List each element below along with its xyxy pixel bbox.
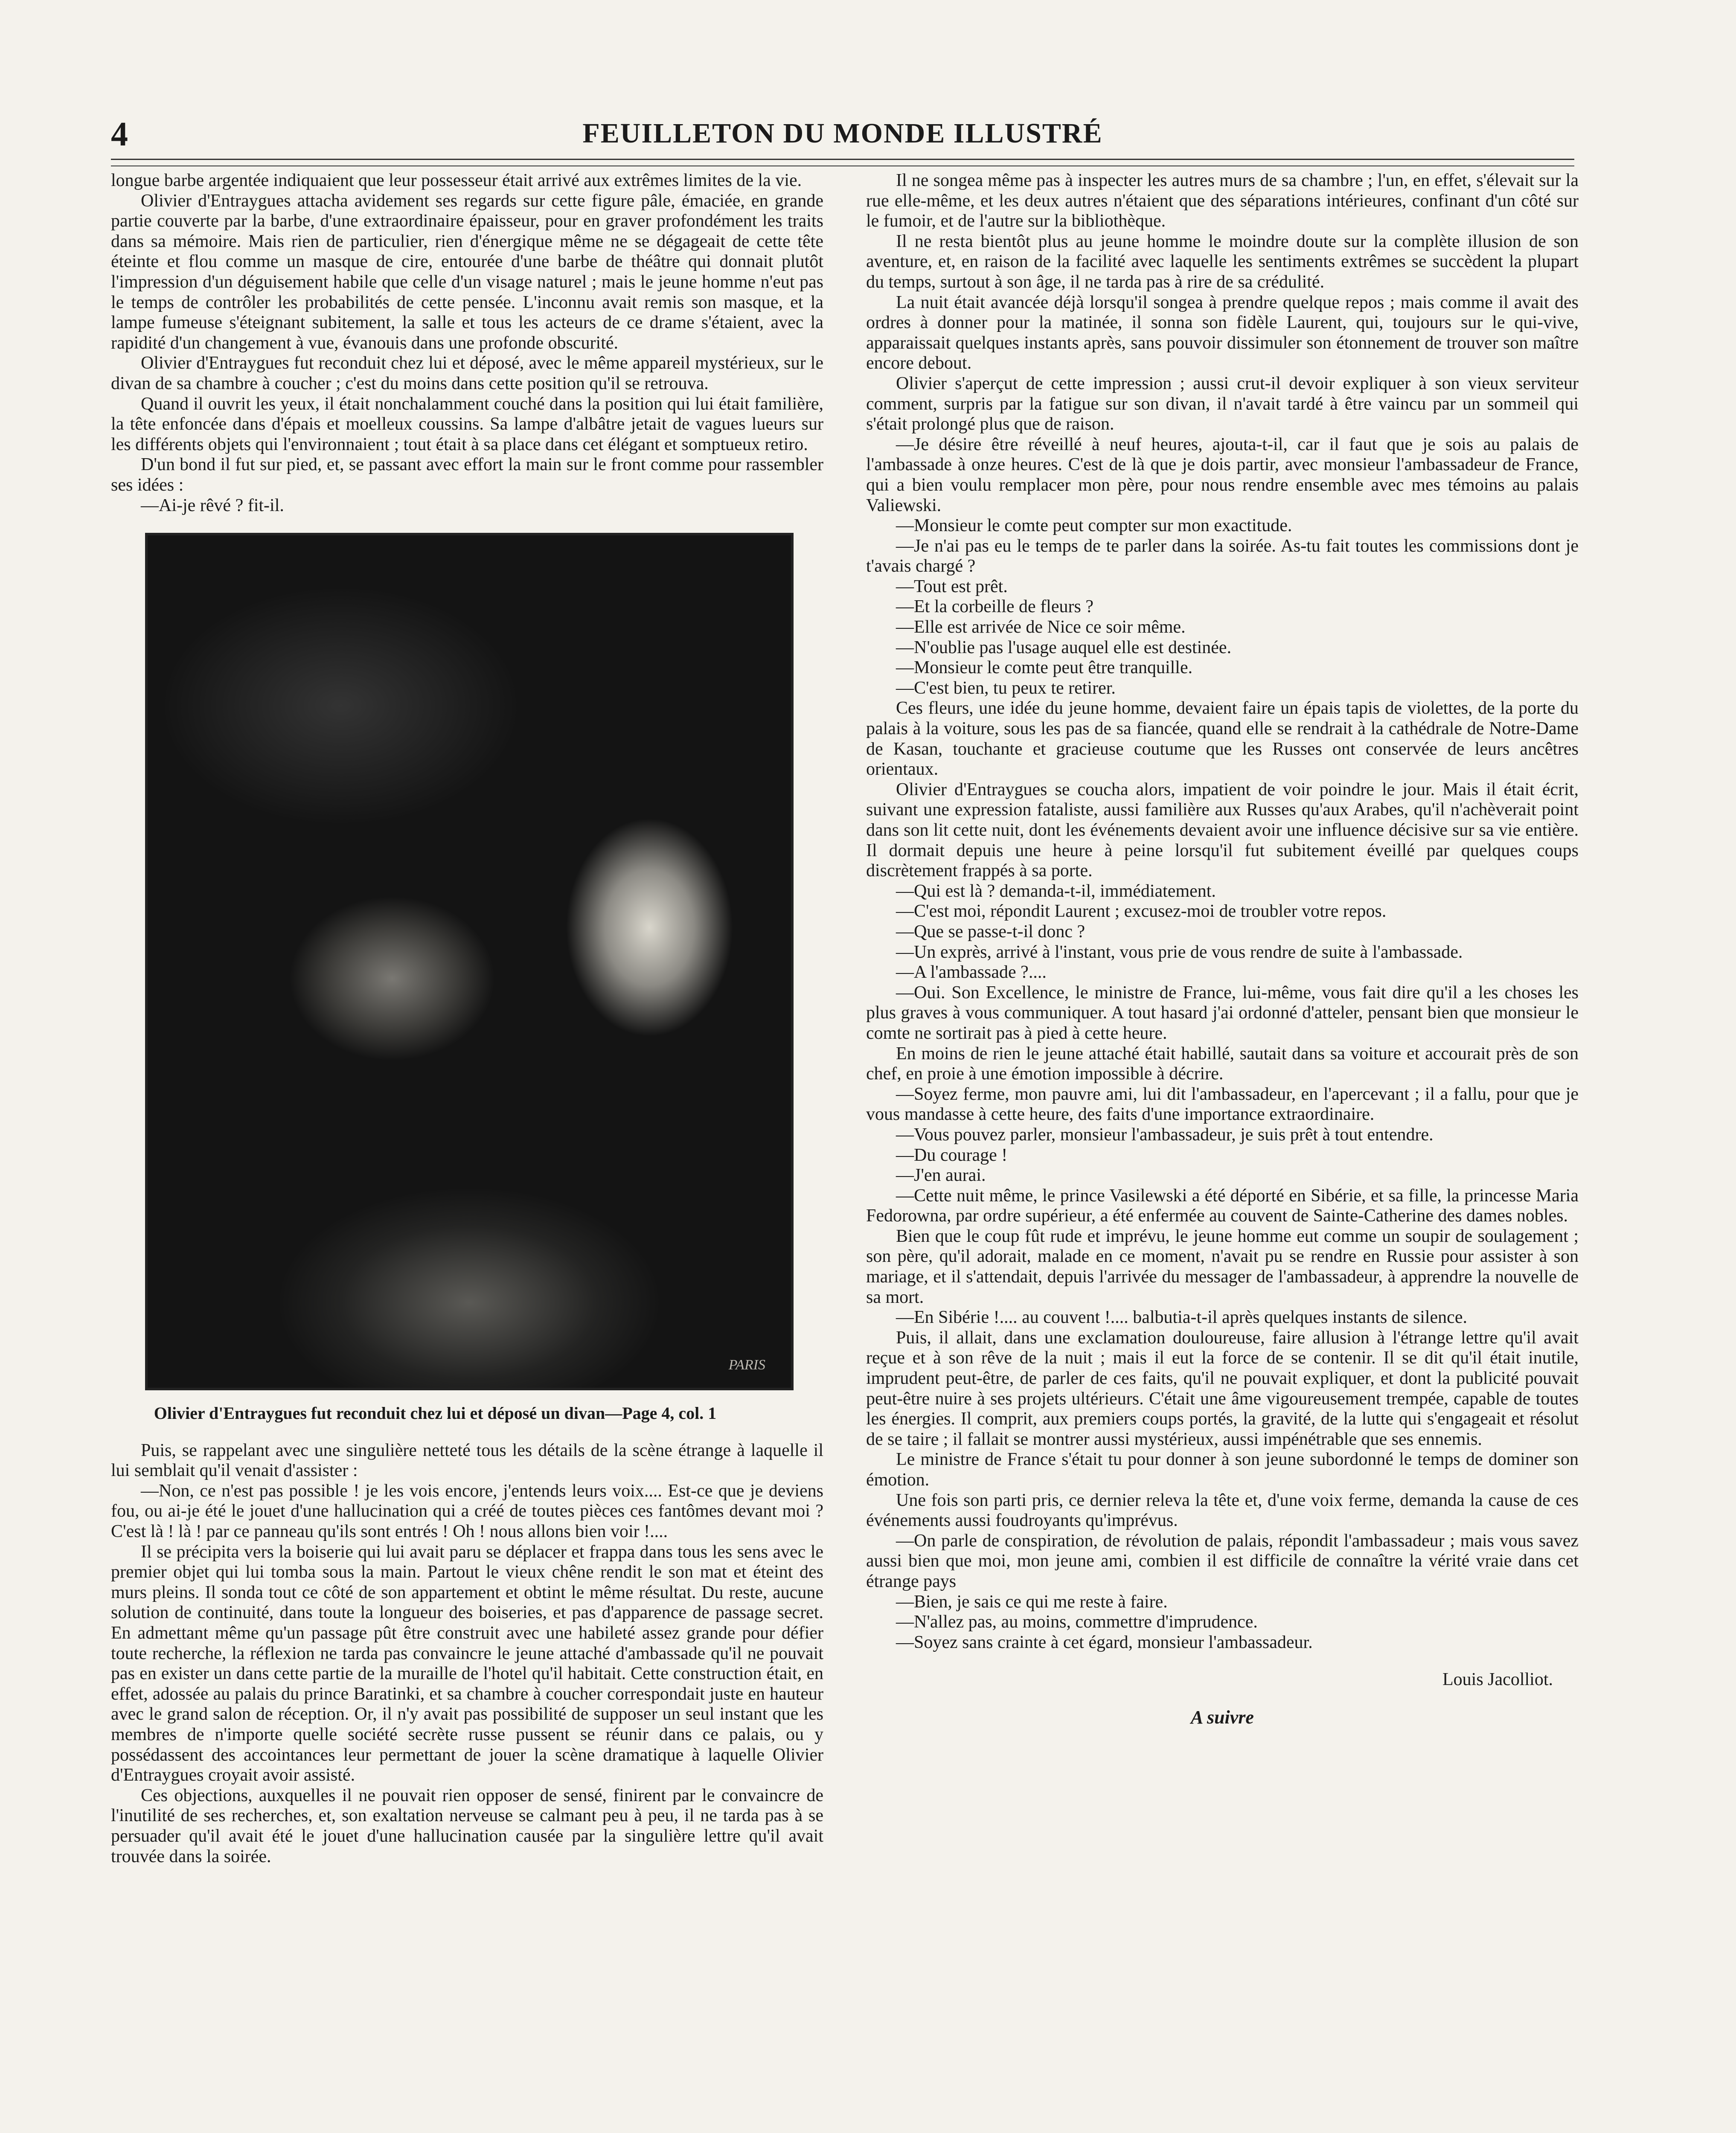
paragraph: —Et la corbeille de fleurs ? xyxy=(896,597,1093,617)
to-be-continued: A suivre xyxy=(1191,1706,1254,1728)
paragraph: —N'oublie pas l'usage auquel elle est destinée. xyxy=(896,637,1232,657)
paragraph: —Un exprès, arrivé à l'instant, vous prie de vous rendre de suite à l'ambassade. xyxy=(896,942,1463,962)
paragraph: En moins de rien le jeune attaché était habillé, sautait dans sa voiture et accourait près de son chef, en proie à une émotion impossible à décrire. xyxy=(866,1043,1579,1084)
paragraph: —Soyez ferme, mon pauvre ami, lui dit l'ambassadeur, en l'apercevant ; il a fallu, pour que je vous mandasse à cette heure, des faits d'une importance extraordinaire. xyxy=(866,1084,1579,1125)
paragraph: —Elle est arrivée de Nice ce soir même. xyxy=(896,617,1186,637)
paragraph: Il se précipita vers la boiserie qui lui avait paru se déplacer et frappa dans tous les sens avec le premier objet qui lui tomba sous la main. Partout le vieux chêne rendit le son mat et éteint des murs pleins. Il sonda tout ce côté de son appartement et obtint le même résultat. Du reste, aucune solution de continuité, dans toute la longueur des boiseries, et pas d'apparence de passage secret. En admettant même qu'un passage pût être construit avec une habileté assez grande pour défier toute recherche, la réflexion ne tarda pas convaincre le jeune attaché d'ambassade qu'il ne pouvait pas en exister un dans cette partie de la muraille de l'hotel qu'il habitait. Cette construction était, en effet, adossée au palais du prince Baratinki, et sa chambre à coucher correspondait juste en hauteur avec le grand salon de réception. Or, il n'y avait pas possibilité de supposer un seul instant que les membres de n'importe quelle société secrète russe pussent se réunir dans ce palais, ou y possédassent des accointances leur permettant de jouer la scène dramatique à laquelle Olivier d'Entraygues croyait avoir assisté. xyxy=(111,1542,823,1785)
paragraph: Ces objections, auxquelles il ne pouvait rien opposer de sensé, finirent par le convaincre de l'inutilité de ses recherches, et, son exaltation nerveuse se calmant peu à peu, il ne tarda pas à se persuader qu'il avait été le jouet d'une hallucination causée par la singulière lettre qu'il avait trouvée dans la soirée. xyxy=(111,1785,823,1866)
illustration-caption: Olivier d'Entraygues fut reconduit chez lui et déposé un divan—Page 4, col. 1 xyxy=(154,1404,717,1423)
paragraph: —C'est bien, tu peux te retirer. xyxy=(896,678,1116,698)
paragraph: Ces fleurs, une idée du jeune homme, devaient faire un épais tapis de violettes, de la porte du palais à la voiture, sous les pas de sa fiancée, quand elle se rendrait à la cathédrale de Notre-Dame de Kasan, touchante et gracieuse coutume que les Russes ont conservée de leurs ancêtres orientaux. xyxy=(866,698,1579,779)
paragraph: Bien que le coup fût rude et imprévu, le jeune homme eut comme un soupir de soulagement ; son père, qu'il adorait, malade en ce moment, n'avait pu se rendre en Russie pour assister à son mariage, et il s'attendait, depuis l'arrivée du messager de l'ambassadeur, à apprendre la nouvelle de sa mort. xyxy=(866,1226,1579,1307)
left-column xyxy=(111,171,823,1867)
paragraph: La nuit était avancée déjà lorsqu'il songea à prendre quelque repos ; mais comme il avait des ordres à donner pour la matinée, il sonna son fidèle Laurent, qui, toujours sur le qui-vive, apparaissait quelques instants après, sans pouvoir dissimuler son étonnement de trouver son maître encore debout. xyxy=(866,292,1579,373)
right-column xyxy=(866,171,1579,1728)
paragraph: —Bien, je sais ce qui me reste à faire. xyxy=(896,1592,1168,1612)
paragraph: longue barbe argentée indiquaient que leur possesseur était arrivé aux extrêmes limites de la vie. xyxy=(111,171,802,190)
paragraph: Puis, se rappelant avec une singulière netteté tous les détails de la scène étrange à laquelle il lui semblait qu'il venait d'assister : xyxy=(111,1440,823,1481)
paragraph: Une fois son parti pris, ce dernier releva la tête et, d'une voix ferme, demanda la cause de ces événements aussi foudroyants qu'imprévus. xyxy=(866,1490,1579,1531)
author-signature: Louis Jacolliot. xyxy=(1442,1670,1553,1690)
paragraph: Quand il ouvrit les yeux, il était nonchalamment couché dans la position qui lui était familière, la tête enfoncée dans d'épais et moelleux coussins. Sa lampe d'albâtre jetait de vagues lueurs sur les différents objets qui l'environnaient ; tout était à sa place dans cet élégant et somptueux retiro. xyxy=(111,394,823,454)
paragraph: —Oui. Son Excellence, le ministre de France, lui-même, vous fait dire qu'il a les choses les plus graves à vous communiquer. A tout hasard j'ai ordonné d'atteler, pensant bien que monsieur le comte ne sortirait pas à pied à cette heure. xyxy=(866,982,1579,1043)
paragraph: —Je désire être réveillé à neuf heures, ajouta-t-il, car il faut que je sois au palais de l'ambassade à onze heures. C'est de là que je dois partir, avec monsieur l'ambassadeur de France, qui a bien voulu remplacer mon père, pour nous rendre ensemble avec mes témoins au palais Valiewski. xyxy=(866,434,1579,515)
paragraph: —C'est moi, répondit Laurent ; excusez-moi de troubler votre repos. xyxy=(896,901,1387,921)
right-paragraphs xyxy=(866,171,1579,1653)
paragraph: —Tout est prêt. xyxy=(896,576,1008,596)
paragraph: —Cette nuit même, le prince Vasilewski a été déporté en Sibérie, et sa fille, la princesse Maria Fedorowna, par ordre supérieur, a été enfermée au couvent de Sainte-Catherine des dames nobles. xyxy=(866,1186,1579,1226)
paragraph: —Vous pouvez parler, monsieur l'ambassadeur, je suis prêt à tout entendre. xyxy=(896,1125,1434,1145)
paragraph: —Que se passe-t-il donc ? xyxy=(896,921,1085,942)
paragraph: —Monsieur le comte peut compter sur mon exactitude. xyxy=(896,516,1292,536)
paragraph: —Qui est là ? demanda-t-il, immédiatement. xyxy=(896,881,1216,901)
paragraph: Il ne resta bientôt plus au jeune homme le moindre doute sur la complète illusion de son aventure, et, en raison de la facilité avec laquelle les sentiments extrêmes se succèdent la plupart du temps, surtout à son âge, il ne tarda pas à rire de sa crédulité. xyxy=(866,231,1579,292)
paragraph: —Soyez sans crainte à cet égard, monsieur l'ambassadeur. xyxy=(896,1632,1313,1652)
page-number: 4 xyxy=(111,116,128,153)
paragraph: Olivier d'Entraygues se coucha alors, impatient de voir poindre le jour. Mais il était écrit, suivant une expression fataliste, aussi familière aux Russes qu'aux Arabes, qu'il n'achèverait point dans son lit cette nuit, dont les événements devaient avoir une influence décisive sur sa vie entière. Il dormait depuis une heure à peine lorsqu'il fut subitement éveillé par quelques coups discrètement frappés à sa porte. xyxy=(866,779,1579,881)
paragraph: —Non, ce n'est pas possible ! je les vois encore, j'entends leurs voix.... Est-ce que je deviens fou, ou ai-je été le jouet d'une hallucination qui a créé de toutes pièces ces fantômes devant moi ? C'est là ! là ! par ce panneau qu'ils sont entrés ! Oh ! nous allons bien voir !.... xyxy=(111,1481,823,1542)
paragraph: Puis, il allait, dans une exclamation douloureuse, faire allusion à l'étrange lettre qu'il avait reçue et à son rêve de la nuit ; mais il eut la force de se contenir. Il se dit qu'il était inutile, imprudent peut-être, de parler de ces faits, qu'il ne pouvait expliquer, et dont la publicité pouvait peut-être nuire à ses projets ultérieurs. C'était une âme vigoureusement trempée, capable de toutes les énergies. Il comprit, aux premiers coups portés, la gravité, de la lutte qui s'engageait et résolut de se taire ; il fallait se montrer aussi mystérieux, aussi impénétrable que ses ennemis. xyxy=(866,1328,1579,1449)
page-title: FEUILLETON DU MONDE ILLUSTRÉ xyxy=(582,118,1103,149)
paragraph: —J'en aurai. xyxy=(896,1165,986,1186)
header-rule xyxy=(111,159,1574,160)
paragraph: D'un bond il fut sur pied, et, se passant avec effort la main sur le front comme pour rassembler ses idées : xyxy=(111,455,823,495)
paragraph: Le ministre de France s'était tu pour donner à son jeune subordonné le temps de dominer son émotion. xyxy=(866,1450,1579,1490)
engraver-signature: PARIS xyxy=(728,1357,765,1373)
paragraph: —En Sibérie !.... au couvent !.... balbutia-t-il après quelques instants de silence. xyxy=(896,1308,1467,1328)
paragraph: Olivier d'Entraygues attacha avidement ses regards sur cette figure pâle, émaciée, en grande partie couverte par la barbe, d'une extraordinaire épaisseur, pour en graver profondément les traits dans sa mémoire. Mais rien de particulier, rien d'énergique même ne se dégageait de cette tête éteinte et flou comme un masque de cire, entourée d'une barbe de théâtre qui donnait plutôt l'impression d'un déguisement habile que celle d'un visage naturel ; mais le jeune homme n'eut pas le temps de contrôler les probabilités de cette pensée. L'inconnu avait remis son masque, et la lampe fumeuse s'éteignant subitement, la salle et tous les acteurs de ce drame s'étaient, avec la rapidité d'un changement à vue, évanouis dans une profonde obscurité. xyxy=(111,191,823,353)
paragraph: —Monsieur le comte peut être tranquille. xyxy=(896,658,1193,678)
paragraph: Olivier s'aperçut de cette impression ; aussi crut-il devoir expliquer à son vieux serviteur comment, surpris par la fatigue sur son divan, il n'avait tardé à être vaincu par un sommeil qui s'était prolongé plus que de raison. xyxy=(866,373,1579,434)
paragraph: —A l'ambassade ?.... xyxy=(896,962,1047,982)
engraving-image xyxy=(145,533,794,1390)
paragraph: —Ai-je rêvé ? fit-il. xyxy=(141,495,284,515)
paragraph: —On parle de conspiration, de révolution de palais, répondit l'ambassadeur ; mais vous savez aussi bien que moi, mon jeune ami, combien il est difficile de connaître la vérité vraie dans cet étrange pays xyxy=(866,1531,1579,1591)
paragraph: Olivier d'Entraygues fut reconduit chez lui et déposé, avec le même appareil mystérieux, sur le divan de sa chambre à coucher ; c'est du moins dans cette position qu'il se retrouva. xyxy=(111,353,823,393)
paragraph: —Je n'ai pas eu le temps de te parler dans la soirée. As-tu fait toutes les commissions dont je t'avais chargé ? xyxy=(866,536,1579,576)
illustration xyxy=(145,533,794,1390)
paragraph: —Du courage ! xyxy=(896,1145,1008,1165)
paragraph: —N'allez pas, au moins, commettre d'imprudence. xyxy=(896,1612,1258,1632)
paragraph: Il ne songea même pas à inspecter les autres murs de sa chambre ; l'un, en effet, s'élevait sur la rue elle-même, et les deux autres n'étaient que des séparations intérieures, confinant d'un côté sur le fumoir, et de l'autre sur la bibliothèque. xyxy=(866,171,1579,231)
